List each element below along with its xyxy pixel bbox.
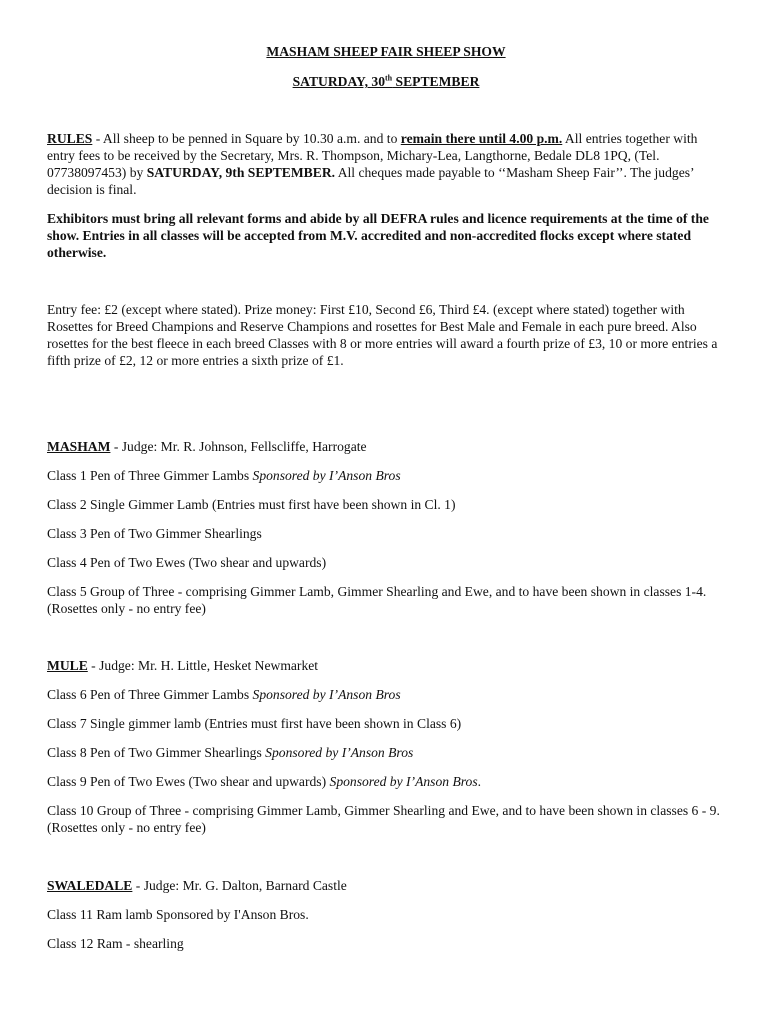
- show-date: SATURDAY, 30th SEPTEMBER: [292, 73, 480, 89]
- class-item: Class 1 Pen of Three Gimmer Lambs Sponsored by I’Anson Bros: [47, 468, 401, 483]
- class-item: Class 7 Single gimmer lamb (Entries must first have been shown in Class 6): [47, 716, 462, 731]
- document-title: MASHAM SHEEP FAIR SHEEP SHOW: [266, 44, 506, 59]
- class-item: Class 10 Group of Three - comprising Gimmer Lamb, Gimmer Shearling and Ewe, and to have been shown in classes 6 - 9. (Rosettes only - no entry fee): [47, 803, 720, 835]
- rules-label: RULES: [47, 131, 93, 146]
- section-heading-masham: MASHAM - Judge: Mr. R. Johnson, Fellscliffe, Harrogate: [47, 439, 367, 454]
- class-item: Class 4 Pen of Two Ewes (Two shear and upwards): [47, 555, 327, 570]
- class-item: Class 6 Pen of Three Gimmer Lambs Sponsored by I’Anson Bros: [47, 687, 401, 702]
- section-heading-swaledale: SWALEDALE - Judge: Mr. G. Dalton, Barnard Castle: [47, 878, 347, 893]
- class-item: Class 3 Pen of Two Gimmer Shearlings: [47, 526, 262, 541]
- entry-fee-paragraph: Entry fee: £2 (except where stated). Prize money: First £10, Second £6, Third £4. (except where stated) together with Rosettes for Breed Champions and Reserve Champions and rosettes for Best Male and Female in each pure breed. Also rosettes for the best fleece in each breed Classes with 8 or more entries will award a fourth prize of £3, 10 or more entries a fifth prize of £2, 12 or more entries a sixth prize of £1.: [47, 302, 718, 368]
- class-item: Class 12 Ram - shearling: [47, 936, 184, 951]
- section-heading-mule: MULE - Judge: Mr. H. Little, Hesket Newmarket: [47, 658, 319, 673]
- class-item: Class 9 Pen of Two Ewes (Two shear and upwards) Sponsored by I’Anson Bros.: [47, 774, 482, 789]
- rules-paragraph: RULES - All sheep to be penned in Square by 10.30 a.m. and to remain there until 4.00 p.m. All entries together with entry fees to be received by the Secretary, Mrs. R. Thompson, Michary-Lea, Langthorne, Bedale DL8 1PQ, (Tel. 07738097453) by SATURDAY, 9th SEPTEMBER. All cheques made payable to ‘‘Masham Sheep Fair’’. The judges’ decision is final.: [47, 131, 698, 197]
- class-item: Class 5 Group of Three - comprising Gimmer Lamb, Gimmer Shearling and Ewe, and to have been shown in classes 1-4. (Rosettes only - no entry fee): [47, 584, 707, 616]
- class-item: Class 11 Ram lamb Sponsored by I'Anson Bros.: [47, 907, 309, 922]
- exhibitors-note: Exhibitors must bring all relevant forms and abide by all DEFRA rules and licence requirements at the time of the show. Entries in all classes will be accepted from M.V. accredited and non-accredited flocks except where stated otherwise.: [47, 211, 709, 260]
- class-item: Class 8 Pen of Two Gimmer Shearlings Sponsored by I’Anson Bros: [47, 745, 414, 760]
- rules-emphasis: remain there until 4.00 p.m.: [400, 131, 563, 146]
- entry-deadline: SATURDAY, 9th SEPTEMBER.: [146, 165, 336, 180]
- class-item: Class 2 Single Gimmer Lamb (Entries must first have been shown in Cl. 1): [47, 497, 456, 512]
